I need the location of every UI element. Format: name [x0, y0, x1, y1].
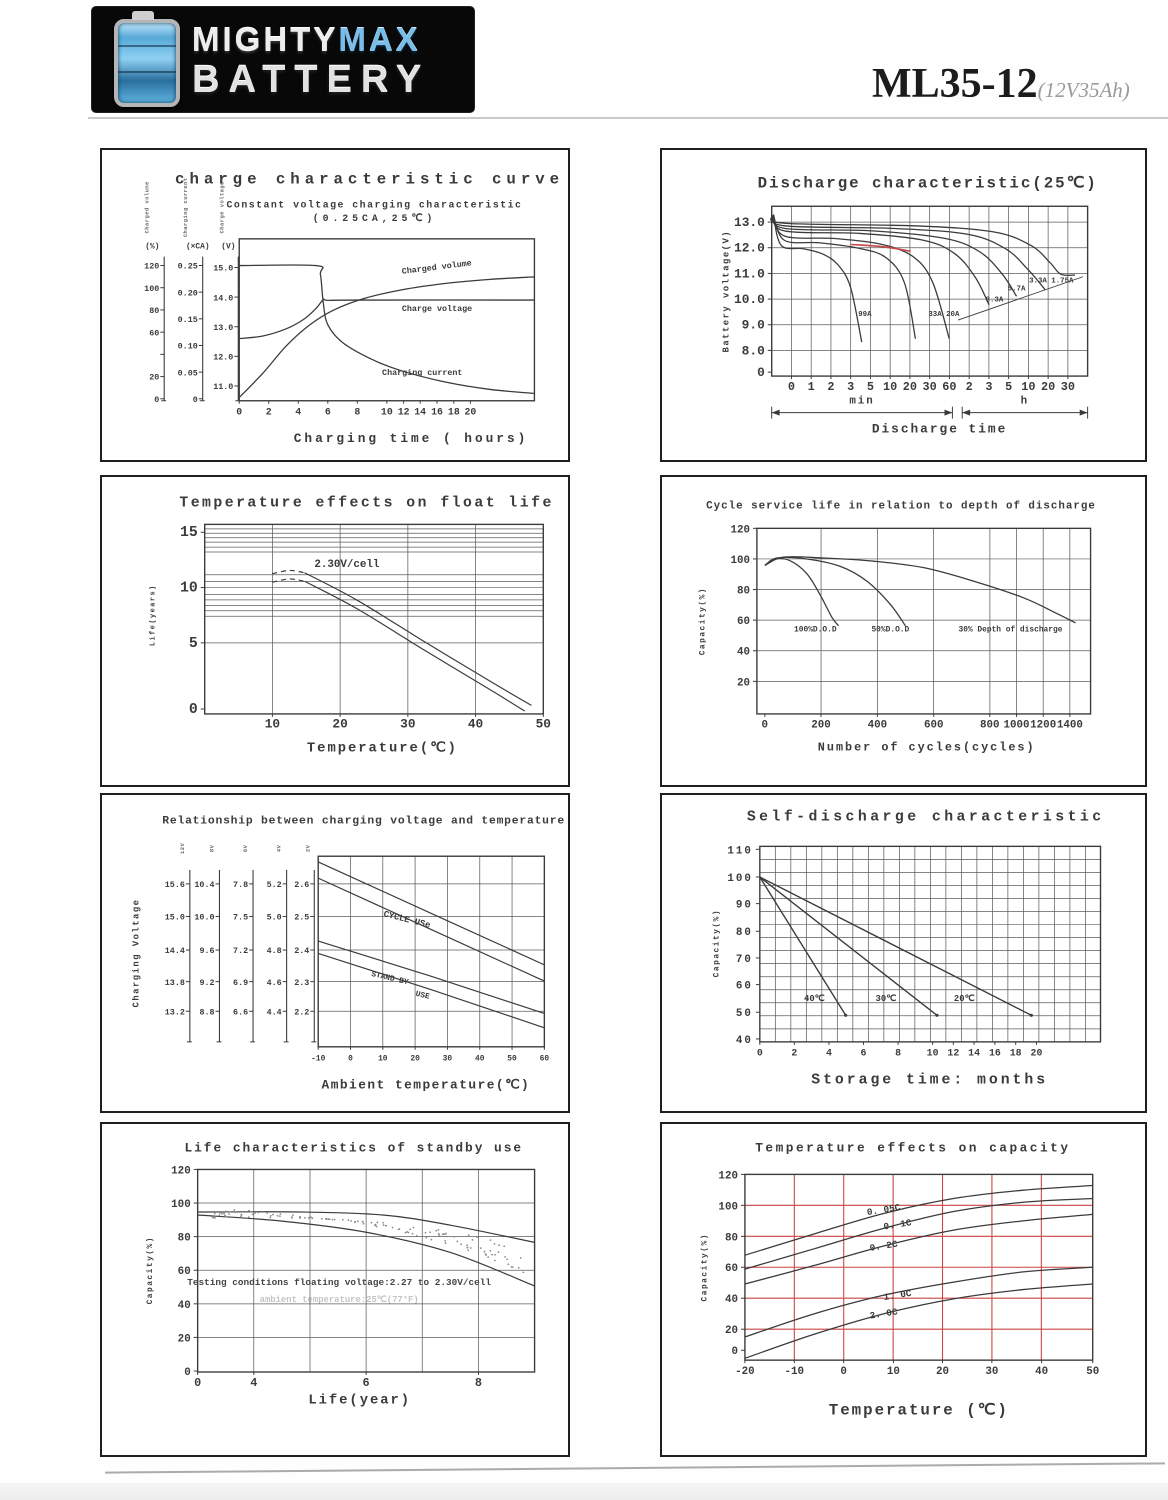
svg-text:14.0: 14.0: [213, 293, 234, 304]
svg-text:12V: 12V: [178, 842, 186, 854]
y-ticks: [718, 1170, 744, 1358]
svg-text:0.10: 0.10: [177, 341, 198, 352]
svg-text:Capacity(%): Capacity(%): [146, 1236, 156, 1305]
svg-text:0: 0: [194, 1375, 202, 1390]
grid: [745, 1174, 1093, 1360]
logo-line1: [192, 21, 421, 59]
grid: [757, 528, 1091, 714]
svg-text:2.3: 2.3: [294, 977, 310, 988]
svg-text:0: 0: [184, 1366, 191, 1379]
svg-text:30: 30: [400, 716, 416, 732]
svg-text:2.5: 2.5: [294, 912, 310, 923]
series-band-upper: [305, 573, 532, 706]
svg-text:Self-discharge characteristic: Self-discharge characteristic: [746, 809, 1105, 826]
svg-text:13.0: 13.0: [733, 215, 765, 231]
svg-text:100%D.O.D: 100%D.O.D: [794, 625, 837, 635]
standby-life-panel: [100, 1122, 570, 1457]
svg-text:60: 60: [736, 616, 750, 629]
svg-text:10: 10: [926, 1047, 939, 1059]
model-number: [872, 60, 1130, 108]
x-ticks: [788, 376, 1075, 394]
svg-text:100: 100: [727, 872, 753, 885]
series: [239, 258, 534, 397]
svg-text:8.0: 8.0: [741, 343, 765, 359]
svg-text:10.0: 10.0: [194, 912, 215, 923]
svg-text:60: 60: [724, 1263, 738, 1276]
series-standby-lower: [318, 953, 544, 1027]
svg-text:20: 20: [149, 372, 160, 383]
svg-text:Life(year): Life(year): [308, 1392, 412, 1409]
series: [318, 862, 544, 1028]
svg-text:(%): (%): [145, 242, 160, 252]
svg-text:0: 0: [757, 365, 765, 381]
svg-text:60: 60: [539, 1054, 550, 1064]
svg-text:2.4: 2.4: [294, 946, 310, 957]
svg-text:3: 3: [985, 379, 993, 394]
svg-text:33A 20A: 33A 20A: [928, 310, 960, 319]
series-0.05C: [745, 1186, 1093, 1256]
svg-text:30℃: 30℃: [875, 993, 897, 1004]
svg-text:Relationship between charging: Relationship between charging voltage and temperature: [162, 815, 565, 828]
svg-text:10: 10: [180, 580, 198, 597]
svg-text:30: 30: [922, 379, 937, 394]
svg-text:0: 0: [731, 1346, 738, 1359]
svg-text:0: 0: [192, 394, 198, 405]
series: [771, 215, 1083, 342]
svg-text:Temperature(℃): Temperature(℃): [306, 740, 458, 757]
svg-text:600: 600: [923, 719, 944, 732]
series-99A: [773, 215, 861, 342]
svg-text:100: 100: [144, 283, 160, 294]
series-50%DOD: [765, 557, 905, 625]
svg-text:6V: 6V: [242, 844, 250, 853]
cycle-service-life-chart: [662, 477, 1145, 785]
svg-text:4V: 4V: [275, 844, 283, 853]
logo-word-max: MAX: [338, 21, 421, 58]
svg-text:4.8: 4.8: [266, 946, 282, 957]
svg-text:Cycle service life in relation: Cycle service life in relation to depth of discharge: [706, 500, 1096, 513]
svg-text:10.0: 10.0: [733, 292, 765, 308]
svg-text:STAND BY: STAND BY: [370, 969, 410, 988]
svg-text:8: 8: [474, 1375, 482, 1390]
axis-span: [772, 396, 953, 419]
svg-text:50: 50: [535, 716, 551, 732]
self-discharge-panel: [660, 793, 1147, 1113]
svg-text:0.05: 0.05: [177, 368, 198, 379]
svg-text:13.2: 13.2: [164, 1007, 185, 1018]
svg-text:0.25: 0.25: [177, 261, 198, 272]
svg-text:0. 2C: 0. 2C: [868, 1238, 899, 1254]
svg-text:2: 2: [827, 379, 835, 394]
svg-text:15.0: 15.0: [164, 912, 185, 923]
series-Charged volume: [239, 277, 534, 398]
svg-text:0: 0: [236, 406, 243, 418]
svg-text:2.30V/cell: 2.30V/cell: [314, 559, 380, 572]
svg-text:9.6: 9.6: [199, 946, 215, 957]
svg-text:14.4: 14.4: [164, 946, 185, 957]
svg-text:0.15: 0.15: [177, 314, 198, 325]
svg-text:5.2: 5.2: [266, 880, 282, 891]
svg-text:0: 0: [348, 1054, 353, 1064]
x-ticks: [194, 1372, 482, 1390]
svg-text:30: 30: [985, 1365, 999, 1378]
svg-text:110: 110: [727, 845, 753, 858]
svg-text:16: 16: [988, 1047, 1001, 1059]
mighty-max-logo: [92, 7, 474, 112]
svg-text:5.7A: 5.7A: [1007, 285, 1026, 294]
model-capacity: (12V35Ah): [1037, 78, 1130, 102]
series-30C: [760, 877, 937, 1015]
svg-text:100: 100: [718, 1201, 738, 1214]
series-40C: [760, 877, 846, 1015]
svg-text:1200: 1200: [1030, 719, 1057, 732]
svg-text:8.3A: 8.3A: [985, 296, 1004, 305]
svg-text:0: 0: [787, 379, 796, 394]
footer-strip: [0, 1483, 1168, 1500]
footer-rule: [105, 1462, 1165, 1473]
svg-text:120: 120: [718, 1170, 738, 1183]
svg-text:1000: 1000: [1003, 719, 1030, 732]
svg-text:0: 0: [188, 701, 198, 718]
svg-text:Life characteristics of standb: Life characteristics of standby use: [184, 1140, 524, 1156]
model-code: ML35-12: [872, 61, 1038, 107]
svg-text:Storage time: months: Storage time: months: [811, 1072, 1049, 1089]
svg-text:8: 8: [354, 406, 361, 418]
standby-life-chart: [102, 1124, 568, 1455]
svg-text:7.5: 7.5: [233, 912, 249, 923]
svg-text:40: 40: [736, 646, 750, 659]
x-ticks: [757, 1042, 1043, 1059]
svg-text:50: 50: [1086, 1365, 1100, 1378]
logo-word-battery: BATTERY: [192, 59, 431, 101]
svg-text:80: 80: [736, 585, 750, 598]
svg-text:80: 80: [149, 306, 160, 317]
svg-text:0. 05C: 0. 05C: [866, 1201, 902, 1219]
svg-text:30% Depth of discharge: 30% Depth of discharge: [958, 625, 1063, 635]
float-life-chart: [102, 477, 568, 785]
svg-text:7.2: 7.2: [233, 946, 249, 957]
svg-text:16: 16: [431, 406, 443, 418]
svg-text:120: 120: [730, 524, 750, 537]
svg-text:2: 2: [791, 1047, 798, 1059]
svg-text:10.4: 10.4: [194, 880, 215, 891]
svg-text:(V): (V): [221, 242, 236, 252]
svg-text:14: 14: [968, 1047, 981, 1059]
svg-text:50: 50: [507, 1054, 517, 1064]
svg-text:Temperature (℃): Temperature (℃): [828, 1401, 1009, 1420]
axes: [165, 842, 316, 1041]
svg-text:14: 14: [414, 406, 427, 418]
svg-text:400: 400: [867, 719, 888, 732]
svg-text:50%D.O.D: 50%D.O.D: [871, 625, 910, 635]
svg-text:12.0: 12.0: [733, 240, 765, 256]
svg-text:30: 30: [442, 1054, 453, 1064]
svg-text:8: 8: [895, 1047, 902, 1059]
svg-text:0. 1C: 0. 1C: [882, 1217, 913, 1233]
svg-text:40: 40: [735, 1034, 753, 1047]
svg-text:200: 200: [811, 719, 831, 732]
svg-text:40: 40: [1035, 1365, 1049, 1378]
svg-text:60: 60: [735, 980, 753, 993]
svg-text:Capacity(%): Capacity(%): [700, 1233, 710, 1302]
series-100%DOD: [765, 559, 839, 626]
svg-text:Temperature effects on capaci: Temperature effects on capacity: [755, 1140, 1071, 1156]
charge-characteristic-chart: [102, 150, 568, 460]
svg-text:Discharge characteristic(25℃): Discharge characteristic(25℃): [757, 174, 1098, 193]
svg-text:charge characteristic curve: charge characteristic curve: [175, 170, 565, 189]
svg-text:4: 4: [295, 406, 302, 418]
x-ticks: [311, 1047, 549, 1064]
logo-word-mighty: MIGHTY: [192, 21, 339, 58]
series: [760, 877, 1033, 1017]
series-cycle-use-lower: [318, 878, 544, 981]
header-divider: [88, 117, 1168, 119]
y-ticks: [180, 525, 205, 718]
svg-text:20: 20: [332, 716, 348, 732]
svg-text:4.4: 4.4: [266, 1007, 282, 1018]
svg-text:15.0: 15.0: [213, 263, 234, 274]
svg-text:70: 70: [735, 953, 753, 966]
svg-text:6: 6: [362, 1375, 370, 1390]
axis-span: [962, 396, 1087, 419]
series-0.2C: [745, 1214, 1093, 1284]
svg-text:20: 20: [935, 1365, 949, 1378]
x-ticks: [735, 1360, 1099, 1378]
svg-text:5: 5: [188, 635, 198, 652]
svg-text:8V: 8V: [208, 844, 216, 853]
svg-text:18: 18: [447, 406, 460, 418]
svg-text:0: 0: [761, 719, 769, 732]
svg-text:Charging current: Charging current: [382, 367, 463, 378]
svg-text:(0.25CA,25℃): (0.25CA,25℃): [312, 213, 437, 225]
svg-text:2.6: 2.6: [294, 880, 310, 891]
temperature-capacity-panel: [660, 1122, 1147, 1457]
svg-text:Charged volume: Charged volume: [143, 181, 151, 234]
svg-text:12.0: 12.0: [213, 352, 234, 363]
svg-text:13.0: 13.0: [213, 322, 234, 333]
discharge-characteristic-chart: [662, 150, 1145, 460]
svg-text:30: 30: [1060, 379, 1075, 394]
svg-text:80: 80: [724, 1232, 738, 1245]
svg-text:4: 4: [250, 1375, 258, 1390]
charge-characteristic-panel: [100, 148, 570, 462]
svg-text:40: 40: [177, 1299, 191, 1312]
svg-text:10: 10: [264, 716, 281, 732]
svg-text:Battery voltage(V): Battery voltage(V): [721, 229, 732, 353]
svg-text:20: 20: [177, 1333, 191, 1346]
discharge-characteristic-panel: [660, 148, 1147, 462]
svg-text:ambient temperature:25℃(77°F): ambient temperature:25℃(77°F): [259, 1295, 419, 1306]
svg-text:10: 10: [883, 379, 898, 394]
svg-text:4: 4: [825, 1047, 832, 1059]
svg-text:Number of cycles(cycles): Number of cycles(cycles): [817, 740, 1036, 755]
svg-text:20: 20: [1030, 1047, 1043, 1059]
svg-text:6: 6: [860, 1047, 867, 1059]
series-cycle-use-upper: [318, 862, 544, 965]
svg-text:Charge voltage: Charge voltage: [401, 303, 473, 314]
svg-text:100: 100: [730, 554, 750, 567]
svg-text:Charged volume: Charged volume: [401, 258, 473, 277]
svg-text:2. 0C: 2. 0C: [868, 1306, 899, 1322]
svg-text:1400: 1400: [1056, 719, 1083, 732]
series: [765, 557, 1076, 635]
svg-text:120: 120: [171, 1165, 191, 1178]
svg-text:15: 15: [180, 525, 198, 542]
series: [745, 1186, 1093, 1359]
battery-icon: [114, 19, 180, 107]
svg-text:Discharge time: Discharge time: [871, 421, 1008, 437]
svg-text:-10: -10: [784, 1365, 805, 1378]
svg-text:Charging time ( hours): Charging time ( hours): [293, 431, 529, 447]
cycle-service-life-panel: [660, 475, 1147, 787]
grid: [760, 846, 1101, 1042]
svg-text:9.2: 9.2: [199, 977, 215, 988]
svg-text:6: 6: [324, 406, 331, 418]
y-ticks: [730, 524, 756, 689]
svg-text:3.3A 1.75A: 3.3A 1.75A: [1029, 277, 1074, 286]
x-ticks: [265, 714, 551, 732]
svg-text:10: 10: [1021, 379, 1036, 394]
svg-text:1: 1: [807, 379, 815, 394]
series: [187, 1209, 534, 1305]
svg-text:50: 50: [735, 1008, 753, 1021]
svg-text:5.0: 5.0: [266, 912, 282, 923]
svg-text:CYCLE USe: CYCLE USe: [382, 909, 432, 931]
svg-text:60: 60: [942, 379, 957, 394]
svg-text:60: 60: [177, 1266, 191, 1279]
svg-text:13.8: 13.8: [164, 977, 185, 988]
svg-text:40: 40: [475, 1054, 485, 1064]
svg-text:h: h: [1020, 395, 1030, 408]
y-ticks: [171, 1165, 197, 1379]
svg-text:40℃: 40℃: [804, 993, 825, 1004]
svg-text:12: 12: [947, 1047, 960, 1059]
svg-text:20: 20: [1041, 379, 1056, 394]
series-standby-upper: [318, 941, 544, 1013]
y-ticks: [734, 215, 772, 380]
svg-text:20: 20: [410, 1054, 420, 1064]
svg-text:15.6: 15.6: [164, 880, 185, 891]
svg-text:Ambient temperature(℃): Ambient temperature(℃): [321, 1077, 531, 1093]
y-ticks: [727, 845, 759, 1047]
svg-text:9.0: 9.0: [741, 317, 765, 333]
svg-text:20: 20: [464, 406, 477, 418]
svg-text:10: 10: [886, 1365, 900, 1378]
plot-border: [757, 528, 1091, 714]
series-Charge voltage: [239, 299, 534, 338]
svg-text:-10: -10: [311, 1054, 326, 1064]
svg-text:60: 60: [149, 328, 160, 339]
svg-text:1. 0C: 1. 0C: [882, 1287, 913, 1304]
float-life-panel: [100, 475, 570, 787]
svg-text:0.20: 0.20: [177, 288, 198, 299]
series-1.0C: [745, 1267, 1093, 1337]
svg-text:40: 40: [467, 716, 484, 732]
charging-voltage-temperature-chart: [102, 795, 568, 1111]
svg-text:40: 40: [724, 1294, 738, 1307]
svg-text:80: 80: [177, 1232, 191, 1245]
svg-text:0: 0: [154, 394, 160, 405]
svg-text:20℃: 20℃: [953, 993, 975, 1004]
svg-text:80: 80: [735, 927, 753, 940]
self-discharge-chart: [662, 795, 1145, 1111]
x-ticks: [762, 714, 1083, 732]
x-ticks: [236, 401, 476, 418]
svg-text:2: 2: [265, 406, 272, 418]
series-band-lower: [305, 581, 525, 711]
svg-text:(×CA): (×CA): [185, 242, 210, 252]
svg-text:Testing conditions floating vo: Testing conditions floating voltage:2.27 to 2.30V/cell: [187, 1276, 492, 1288]
logo-line2: [192, 59, 430, 102]
header: [0, 0, 1168, 120]
svg-text:20: 20: [736, 677, 750, 690]
svg-text:2V: 2V: [304, 844, 312, 853]
charging-voltage-temperature-panel: [100, 793, 570, 1113]
svg-text:99A: 99A: [858, 310, 872, 319]
svg-text:8.8: 8.8: [199, 1007, 215, 1018]
svg-text:-20: -20: [735, 1365, 755, 1378]
svg-text:10: 10: [378, 1054, 388, 1064]
svg-text:11.0: 11.0: [213, 382, 234, 393]
svg-text:0: 0: [840, 1365, 847, 1378]
svg-text:min: min: [849, 395, 875, 408]
svg-text:800: 800: [980, 719, 1000, 732]
series-2.0C: [745, 1284, 1093, 1358]
svg-text:12: 12: [397, 406, 410, 418]
axes: [143, 177, 240, 405]
svg-text:Charge voltage: Charge voltage: [218, 181, 226, 234]
svg-text:5: 5: [866, 379, 874, 394]
grid: [198, 1169, 535, 1372]
svg-text:3: 3: [847, 379, 855, 394]
svg-text:10: 10: [380, 406, 393, 418]
svg-text:Charging current: Charging current: [181, 177, 189, 238]
svg-text:Constant voltage charging char: Constant voltage charging characteristic: [226, 199, 523, 211]
svg-text:18: 18: [1009, 1047, 1022, 1059]
svg-text:5: 5: [1005, 379, 1013, 394]
series-0.1C: [745, 1199, 1093, 1270]
svg-text:20: 20: [902, 379, 918, 394]
svg-text:4.6: 4.6: [266, 977, 282, 988]
svg-text:20: 20: [724, 1325, 738, 1338]
svg-text:2: 2: [965, 379, 973, 394]
svg-text:11.0: 11.0: [733, 266, 765, 282]
svg-text:Temperature effects on float l: Temperature effects on float life: [179, 495, 554, 512]
svg-text:Capacity(%): Capacity(%): [698, 586, 708, 656]
svg-text:6.6: 6.6: [233, 1007, 249, 1018]
svg-text:100: 100: [171, 1198, 191, 1211]
svg-text:Charging Voltage: Charging Voltage: [131, 898, 142, 1008]
svg-text:USE: USE: [414, 989, 431, 1002]
svg-text:90: 90: [735, 899, 753, 912]
svg-text:0: 0: [756, 1047, 763, 1059]
svg-text:Life(years): Life(years): [149, 584, 158, 647]
svg-text:2.2: 2.2: [294, 1007, 310, 1018]
temperature-capacity-chart: [662, 1124, 1145, 1455]
svg-text:7.8: 7.8: [233, 880, 249, 891]
svg-text:120: 120: [144, 261, 160, 272]
series-band-upper-dashed: [272, 570, 304, 573]
svg-text:Capacity(%): Capacity(%): [712, 908, 722, 978]
svg-text:6.9: 6.9: [233, 977, 249, 988]
